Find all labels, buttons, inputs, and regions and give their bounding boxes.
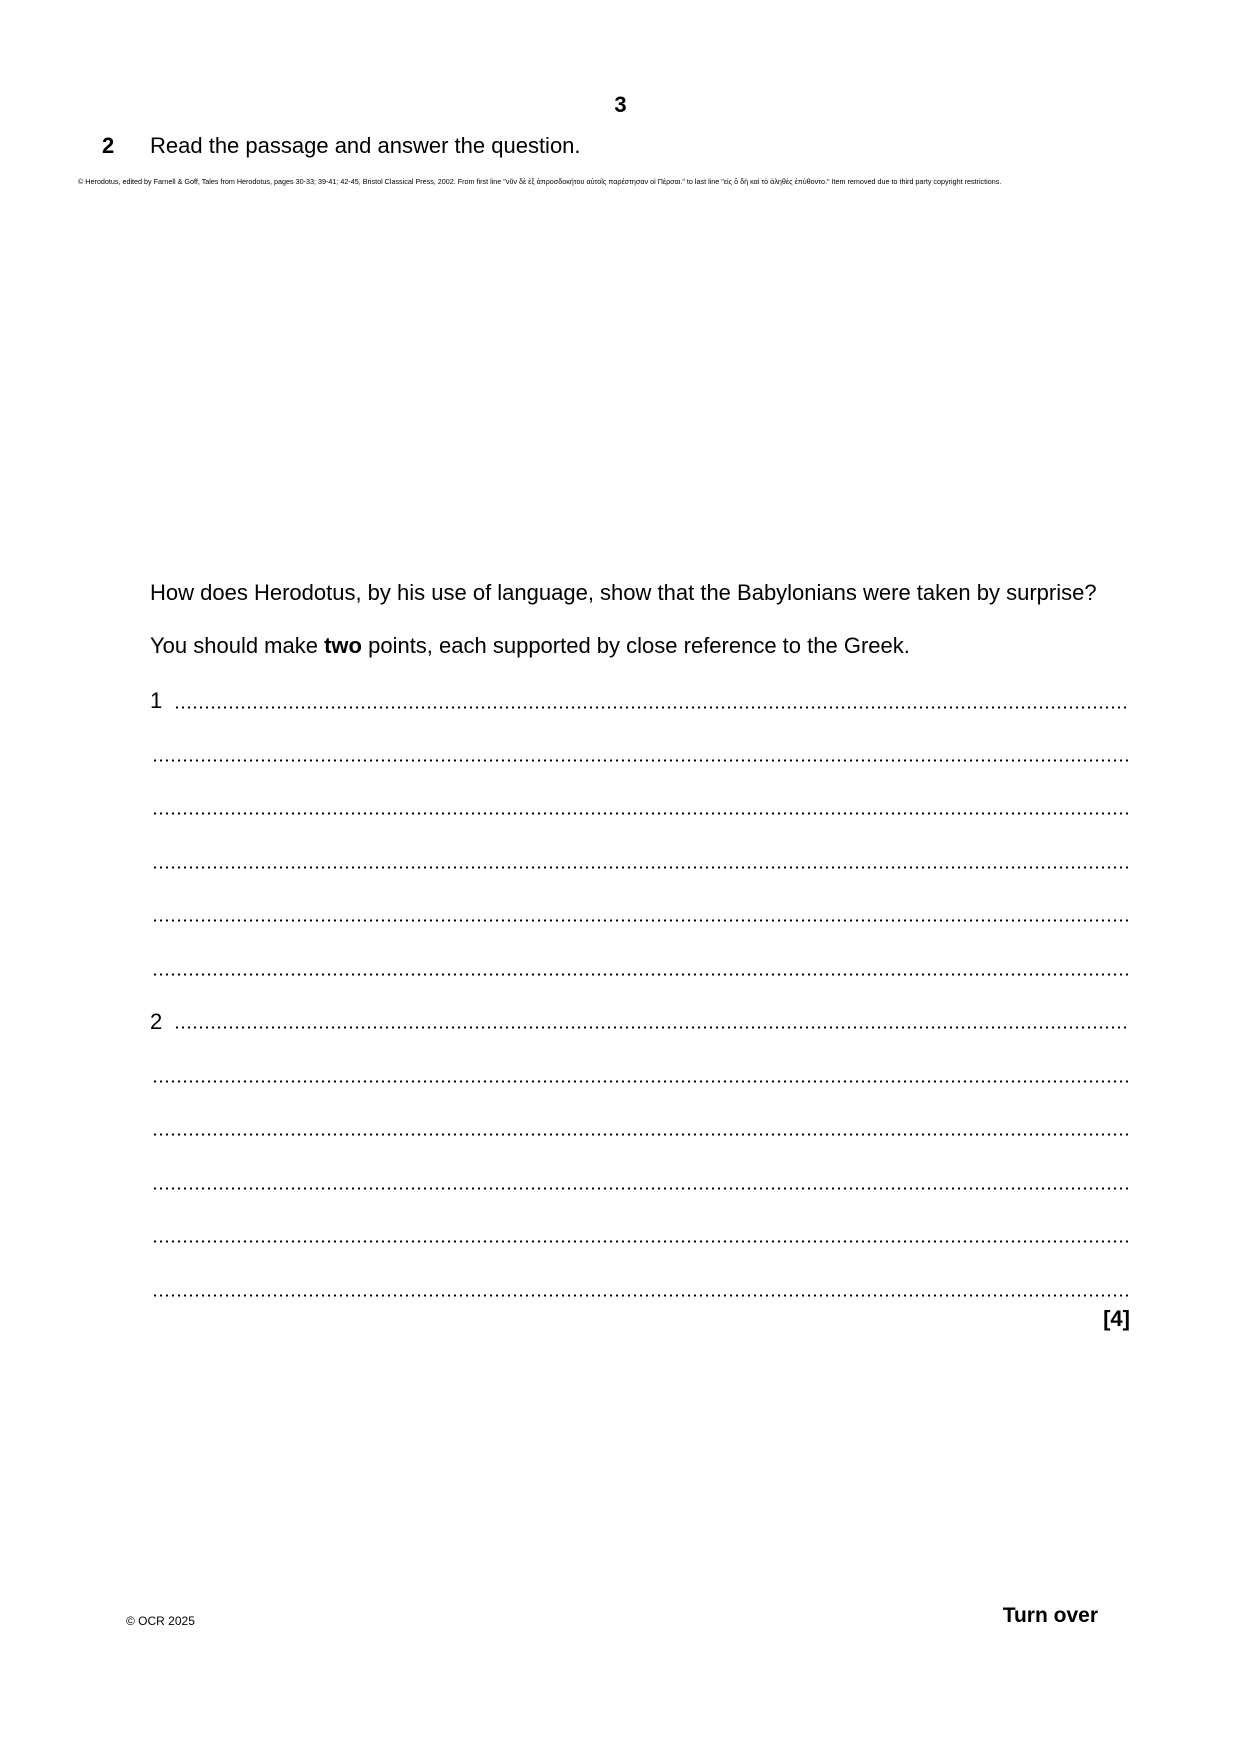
question-guidance [150, 633, 910, 659]
answer-line[interactable] [152, 1187, 1129, 1190]
answer-line[interactable] [152, 1294, 1129, 1297]
answer-line[interactable] [152, 866, 1129, 869]
answer-label-1: 1 [150, 688, 163, 713]
answer-line[interactable] [152, 1080, 1129, 1083]
question-instruction: Read the passage and answer the question. [150, 133, 581, 158]
copyright-notice: © Herodotus, edited by Farnell & Goff, Tales from Herodotus, pages 30-33; 39-41; 42-45, Bristol Classical Press, 2002. From first line "νῦν δὲ ἐξ ἀπροσδοκήτου αὐτοῖς παρέστησαν οἱ Πέρσαι." to last line "εἰς ὃ δὴ καὶ τὸ ἀληθὲς ἐπύθοντο." Item removed due to third party copyright restrictions. [78, 177, 1002, 186]
answer-line[interactable] [152, 1240, 1129, 1243]
guidance-emphasis: two [324, 633, 362, 658]
question-prompt: How does Herodotus, by his use of language, show that the Babylonians were taken by surprise? [150, 580, 1097, 605]
guidance-text-before: You should make [150, 633, 325, 658]
guidance-text-after: points, each supported by close reference to the Greek. [361, 633, 910, 658]
answer-line[interactable] [152, 812, 1129, 815]
answer-line[interactable] [152, 973, 1129, 976]
turn-over-label: Turn over [1002, 1604, 1098, 1627]
answer-label-2: 2 [150, 1009, 163, 1034]
answer-line[interactable] [174, 1026, 1129, 1029]
answer-line[interactable] [152, 919, 1129, 922]
footer-copyright: © OCR 2025 [126, 1614, 195, 1628]
answer-line[interactable] [152, 759, 1129, 762]
marks-available: [4] [1103, 1306, 1130, 1331]
page-number: 3 [614, 92, 627, 117]
question-number: 2 [102, 133, 115, 158]
answer-line[interactable] [152, 1133, 1129, 1136]
answer-line[interactable] [174, 706, 1129, 709]
